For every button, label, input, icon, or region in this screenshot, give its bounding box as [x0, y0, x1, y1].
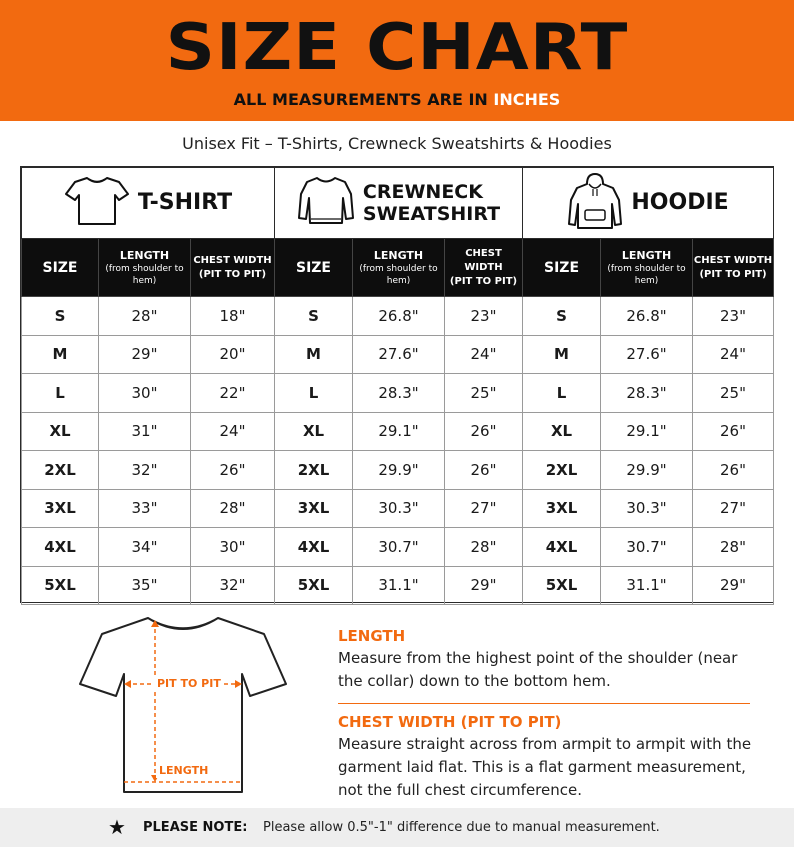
- cell-size: 2XL: [523, 451, 601, 490]
- cell-hoodie-length: 30.3": [601, 489, 693, 528]
- cell-size: S: [275, 297, 353, 336]
- col-length-note: (from shoulder to hem): [359, 263, 438, 286]
- col-chest-label: CHEST WIDTH: [693, 254, 773, 266]
- table-row: [22, 335, 774, 374]
- chest-text: Measure straight across from armpit to armpit with the garment laid flat. This is a flat garment measurement, not the full chest circumference.: [338, 735, 752, 799]
- cell-crew-chest: 23": [445, 297, 523, 336]
- star-icon: ★: [108, 815, 126, 839]
- col-chest-label: CHEST WIDTH: [464, 247, 503, 273]
- col-length: [601, 239, 693, 297]
- cell-hoodie-length: 28.3": [601, 374, 693, 413]
- garment-name-tshirt: [138, 192, 232, 214]
- size-table: [20, 166, 774, 603]
- col-length-label: LENGTH: [119, 248, 170, 262]
- subtitle-prefix: ALL MEASUREMENTS ARE IN: [233, 90, 494, 109]
- cell-size: 3XL: [275, 489, 353, 528]
- cell-hoodie-length: 29.9": [601, 451, 693, 490]
- table-row: [22, 374, 774, 413]
- subtitle-accent: INCHES: [493, 90, 561, 109]
- cell-tshirt-chest: 26": [191, 451, 275, 490]
- cell-crew-length: 31.1": [353, 566, 445, 605]
- cell-hoodie-length: 31.1": [601, 566, 693, 605]
- divider: [338, 703, 750, 704]
- cell-size: 4XL: [523, 528, 601, 567]
- cell-size: XL: [22, 412, 99, 451]
- cell-size: 5XL: [22, 566, 99, 605]
- hoodie-icon: [567, 172, 623, 234]
- table-row: [22, 451, 774, 490]
- garment-header-hoodie: [523, 168, 774, 239]
- col-chest-note: (PIT TO PIT): [699, 268, 767, 280]
- cell-size: M: [22, 335, 99, 374]
- col-chest: [191, 239, 275, 297]
- col-length-label: LENGTH: [621, 248, 672, 262]
- cell-size: 2XL: [22, 451, 99, 490]
- cell-hoodie-chest: 24": [693, 335, 774, 374]
- garment-name-line1: HOODIE: [631, 190, 729, 215]
- measure-instructions: [338, 626, 758, 802]
- garment-name-line1: CREWNECK: [362, 181, 483, 203]
- cell-hoodie-chest: 23": [693, 297, 774, 336]
- cell-hoodie-chest: 28": [693, 528, 774, 567]
- note-bar: [0, 808, 794, 847]
- garment-name-crewneck: [363, 181, 500, 225]
- cell-size: 4XL: [22, 528, 99, 567]
- cell-crew-chest: 26": [445, 451, 523, 490]
- cell-crew-chest: 26": [445, 412, 523, 451]
- cell-tshirt-length: 29": [99, 335, 191, 374]
- cell-tshirt-chest: 24": [191, 412, 275, 451]
- table-row: [22, 412, 774, 451]
- header-banner: [0, 0, 794, 121]
- col-length: [99, 239, 191, 297]
- col-length-note: (from shoulder to hem): [607, 263, 686, 286]
- cell-size: 5XL: [523, 566, 601, 605]
- cell-crew-length: 29.9": [353, 451, 445, 490]
- garment-header-tshirt: [22, 168, 275, 239]
- cell-hoodie-chest: 29": [693, 566, 774, 605]
- cell-hoodie-chest: 26": [693, 451, 774, 490]
- fit-subtitle: Unisex Fit – T-Shirts, Crewneck Sweatshirts & Hoodies: [182, 134, 612, 153]
- cell-size: M: [275, 335, 353, 374]
- chest-heading: CHEST WIDTH (PIT TO PIT): [338, 713, 562, 731]
- cell-tshirt-chest: 18": [191, 297, 275, 336]
- cell-tshirt-length: 33": [99, 489, 191, 528]
- sweatshirt-icon: [297, 174, 355, 232]
- col-chest-label: CHEST WIDTH: [193, 254, 272, 266]
- cell-crew-chest: 27": [445, 489, 523, 528]
- garment-name-line2: SWEATSHIRT: [362, 203, 501, 225]
- length-text: Measure from the highest point of the shoulder (near the collar) down to the bottom hem.: [338, 649, 738, 690]
- cell-size: S: [523, 297, 601, 336]
- cell-tshirt-chest: 28": [191, 489, 275, 528]
- cell-tshirt-length: 34": [99, 528, 191, 567]
- cell-tshirt-length: 28": [99, 297, 191, 336]
- cell-crew-chest: 28": [445, 528, 523, 567]
- cell-tshirt-chest: 30": [191, 528, 275, 567]
- col-length-note: (from shoulder to hem): [105, 263, 184, 286]
- cell-size: 3XL: [22, 489, 99, 528]
- table-row: [22, 489, 774, 528]
- cell-tshirt-chest: 22": [191, 374, 275, 413]
- cell-hoodie-chest: 27": [693, 489, 774, 528]
- cell-size: M: [523, 335, 601, 374]
- col-length: [353, 239, 445, 297]
- col-chest-note: (PIT TO PIT): [198, 268, 267, 280]
- cell-hoodie-length: 29.1": [601, 412, 693, 451]
- cell-size: S: [22, 297, 99, 336]
- cell-crew-length: 28.3": [353, 374, 445, 413]
- cell-size: 4XL: [275, 528, 353, 567]
- length-heading: LENGTH: [338, 627, 406, 645]
- cell-crew-chest: 24": [445, 335, 523, 374]
- cell-size: L: [22, 374, 99, 413]
- cell-tshirt-chest: 20": [191, 335, 275, 374]
- col-size: SIZE: [275, 239, 353, 297]
- col-chest: [693, 239, 774, 297]
- cell-crew-chest: 25": [445, 374, 523, 413]
- cell-hoodie-chest: 26": [693, 412, 774, 451]
- cell-size: L: [523, 374, 601, 413]
- cell-crew-length: 30.3": [353, 489, 445, 528]
- cell-hoodie-length: 26.8": [601, 297, 693, 336]
- table-row: [22, 297, 774, 336]
- cell-tshirt-length: 31": [99, 412, 191, 451]
- cell-crew-length: 30.7": [353, 528, 445, 567]
- length-label: LENGTH: [156, 764, 211, 778]
- col-length-label: LENGTH: [373, 248, 424, 262]
- cell-tshirt-length: 30": [99, 374, 191, 413]
- table-row: [22, 566, 774, 605]
- cell-hoodie-chest: 25": [693, 374, 774, 413]
- cell-tshirt-length: 32": [99, 451, 191, 490]
- col-chest-note: (PIT TO PIT): [449, 275, 518, 287]
- cell-crew-length: 26.8": [353, 297, 445, 336]
- cell-size: 5XL: [275, 566, 353, 605]
- col-size: SIZE: [22, 239, 99, 297]
- cell-crew-length: 27.6": [353, 335, 445, 374]
- tshirt-icon: [64, 174, 130, 232]
- cell-size: XL: [523, 412, 601, 451]
- cell-hoodie-length: 30.7": [601, 528, 693, 567]
- cell-size: XL: [275, 412, 353, 451]
- pit-to-pit-label: PIT TO PIT: [154, 677, 224, 691]
- garment-header-crewneck: [275, 168, 523, 239]
- cell-crew-length: 29.1": [353, 412, 445, 451]
- col-size: SIZE: [523, 239, 601, 297]
- page-title: SIZE CHART: [165, 11, 629, 85]
- cell-size: L: [275, 374, 353, 413]
- cell-tshirt-length: 35": [99, 566, 191, 605]
- garment-name-line1: T-SHIRT: [137, 190, 233, 215]
- note-text: Please allow 0.5"-1" difference due to manual measurement.: [263, 820, 660, 835]
- cell-hoodie-length: 27.6": [601, 335, 693, 374]
- note-label: PLEASE NOTE:: [143, 820, 248, 835]
- tshirt-measure-icon: [78, 614, 288, 796]
- col-chest: [445, 239, 523, 297]
- header-subtitle: [0, 89, 794, 111]
- garment-name-hoodie: [631, 192, 728, 214]
- table-row: [22, 528, 774, 567]
- cell-tshirt-chest: 32": [191, 566, 275, 605]
- cell-size: 3XL: [523, 489, 601, 528]
- cell-size: 2XL: [275, 451, 353, 490]
- cell-crew-chest: 29": [445, 566, 523, 605]
- size-rows: [22, 297, 774, 605]
